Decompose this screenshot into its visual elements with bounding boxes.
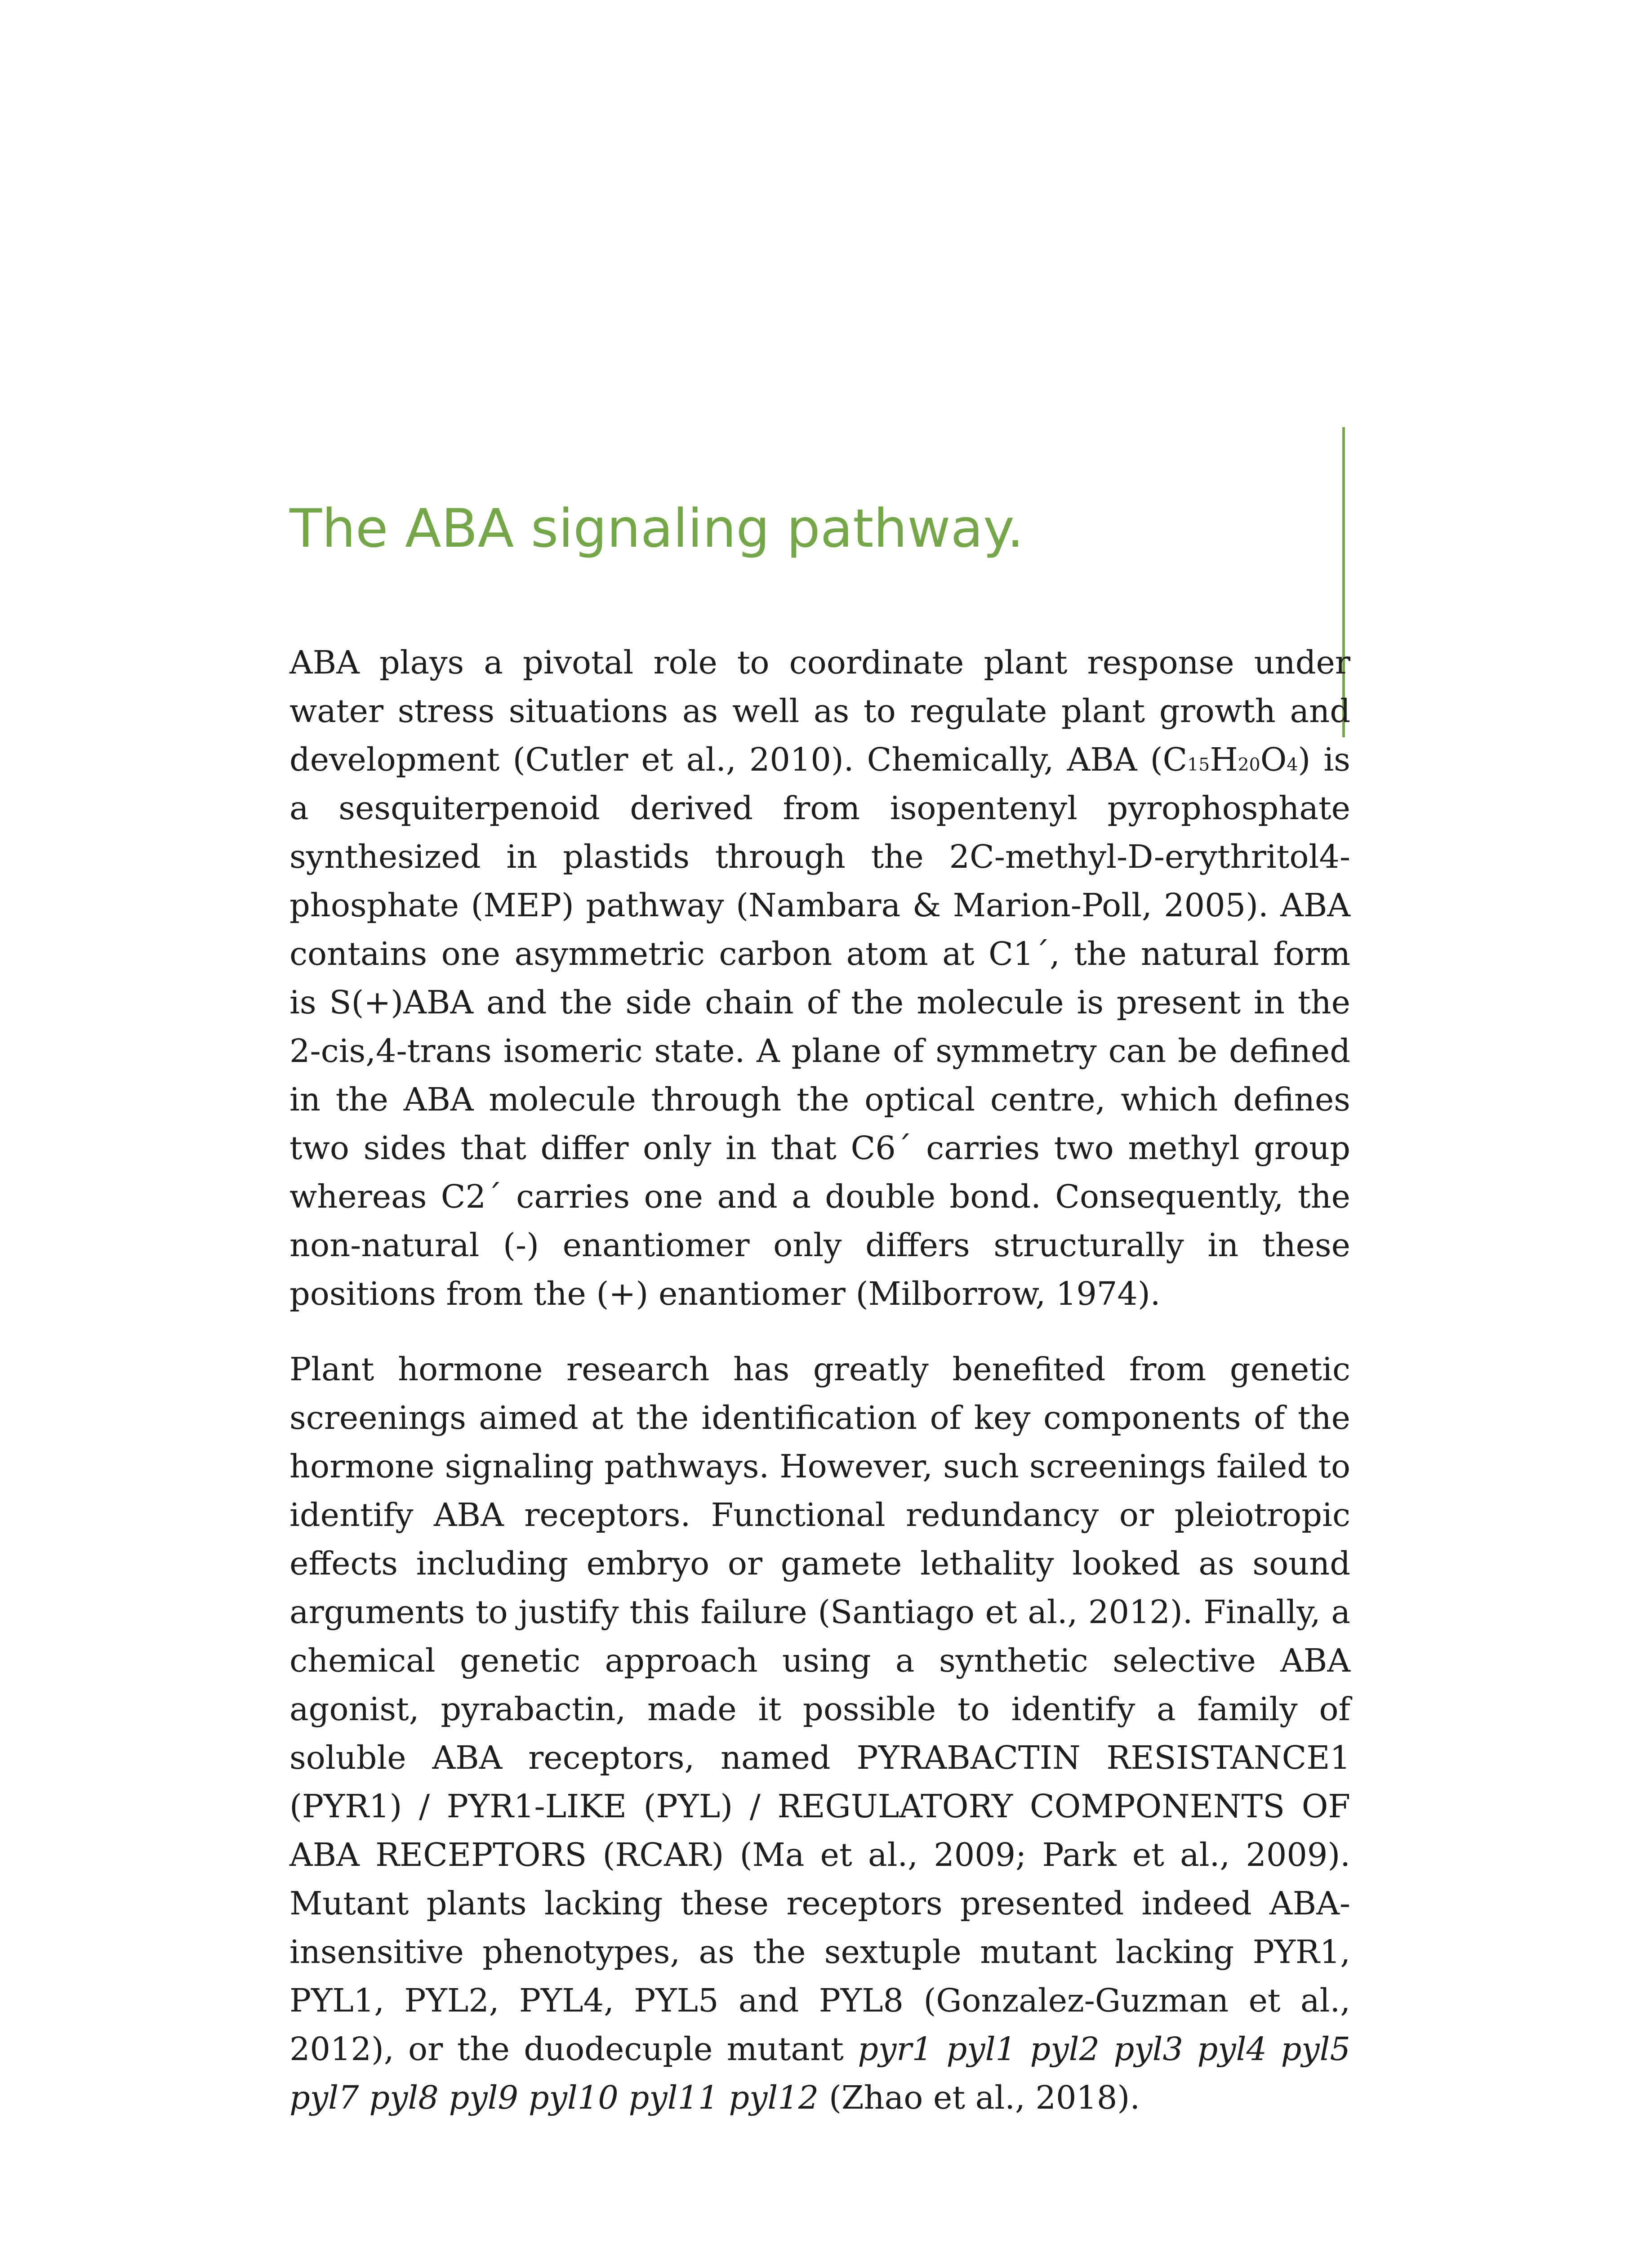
paragraph-aba-chemistry xyxy=(289,638,1350,1318)
mutant-gene-list: pyr1 pyl1 pyl2 pyl3 pyl4 pyl5 pyl7 pyl8 pyl9 pyl10 pyl11 pyl12 xyxy=(289,2030,1351,2116)
paragraph-1-text-b: ) is a sesquiterpenoid derived from isopentenyl pyrophosphate synthesized in plastids through the 2C-methyl-D-erythritol4-phosphate (MEP) pathway (Nambara & Marion-Poll, 2005). ABA contains one asymmetric carbon atom at C1´, the natural form is S(+)ABA and the side chain of the molecule is present in the 2-cis,4-trans isomeric state. A plane of symmetry can be defined in the ABA molecule through the optical centre, which defines two sides that differ only in that C6´ carries two methyl group whereas C2´ carries one and a double bond. Consequently, the non-natural (-) enantiomer only differs structurally in these positions from the (+) enantiomer (Milborrow, 1974). xyxy=(289,741,1350,1312)
paragraph-2-citation: (Zhao et al., 2018). xyxy=(819,2079,1140,2116)
formula-oxygen: O xyxy=(1260,741,1287,778)
formula-hydrogen: H xyxy=(1210,741,1238,778)
formula-subscript-oxygen: 4 xyxy=(1287,755,1298,775)
formula-subscript-carbon: 15 xyxy=(1187,755,1210,775)
formula-subscript-hydrogen: 20 xyxy=(1238,755,1260,775)
paragraph-aba-receptors xyxy=(289,1345,1350,2122)
section-heading: The ABA signaling pathway. xyxy=(289,497,1024,559)
paragraph-2-text: Plant hormone research has greatly benefited from genetic screenings aimed at the identification of key components of the hormone signaling pathways. However, such screenings failed to identify ABA receptors. Functional redundancy or pleiotropic effects including embryo or gamete lethality looked as sound arguments to justify this failure (Santiago et al., 2012). Finally, a chemical genetic approach using a synthetic selective ABA agonist, pyrabactin, made it possible to identify a family of soluble ABA receptors, named PYRABACTIN RESISTANCE1 (PYR1) / PYR1-LIKE (PYL) / REGULATORY COMPONENTS OF ABA RECEPTORS (RCAR) (Ma et al., 2009; Park et al., 2009). Mutant plants lacking these receptors presented indeed ABA-insensitive phenotypes, as the sextuple mutant lacking PYR1, PYL1, PYL2, PYL4, PYL5 and PYL8 (Gonzalez-Guzman et al., 2012), or the duodecuple mutant xyxy=(289,1351,1350,2068)
paragraph-1-text-a: ABA plays a pivotal role to coordinate plant response under water stress situations as well as to regulate plant growth and development (Cutler et al., 2010). Chemically, ABA (C xyxy=(289,644,1350,778)
body-text xyxy=(289,638,1350,2122)
